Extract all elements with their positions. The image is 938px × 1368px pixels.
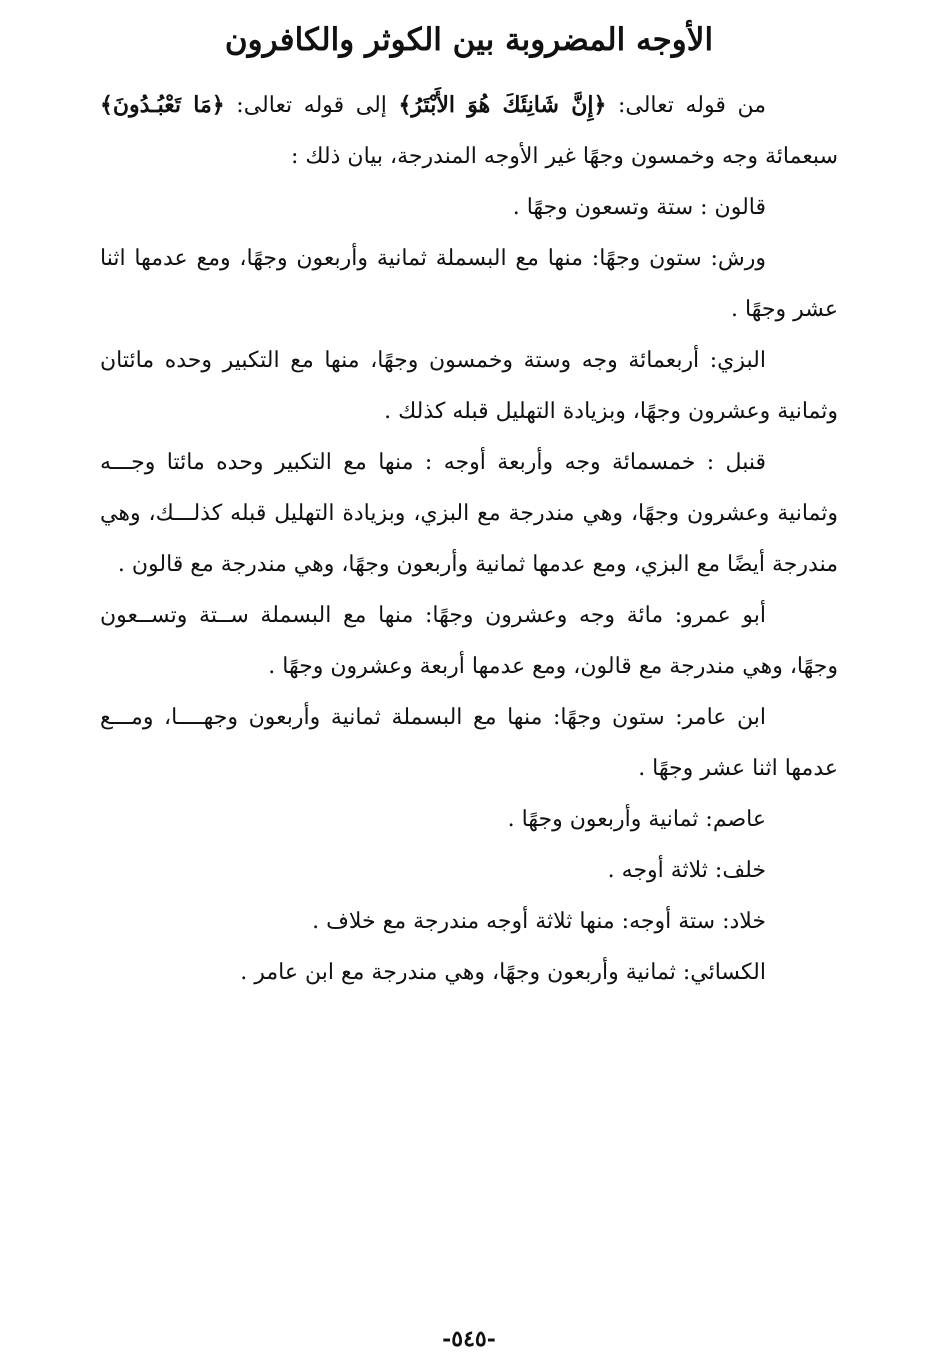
paragraph-khalaf: خلف: ثلاثة أوجه . [607,858,766,883]
paragraph-qalun: قالون : ستة وتسعون وجهًا . [512,195,766,220]
quran-verse-2: ﴿مَا تَعْبُـدُونَ﴾ [100,92,225,118]
paragraph-ibn-amir: ابن عامر: ستون وجهًا: منها مع البسملة ثمانية وأربعون وجهــــا، ومـــع عدمها اثنا عشر وجهًا . [100,705,838,781]
body-text [100,80,838,998]
paragraph-warsh: ورش: ستون وجهًا: منها مع البسملة ثمانية وأربعون وجهًا، ومع عدمها اثنا عشر وجهًا . [100,246,838,322]
quran-verse-1: ﴿إِنَّ شَانِئَكَ هُوَ الأَبْتَرُ﴾ [398,92,607,118]
paragraph-kisai: الكسائي: ثمانية وأربعون وجهًا، وهي مندرجة مع ابن عامر . [240,960,766,985]
paragraph-bazzi: البزي: أربعمائة وجه وستة وخمسون وجهًا، منها مع التكبير وحده مائتان وثمانية وعشرون وجهًا، وبزيادة التهليل قبله كذلك . [100,348,838,424]
page-title: الأوجه المضروبة بين الكوثر والكافرون [224,22,714,58]
paragraph-qunbul: قنبل : خمسمائة وجه وأربعة أوجه : منها مع التكبير وحده مائتا وجـــه وثمانية وعشرون وجهًا، وهي مندرجة مع البزي، وبزيادة التهليل قبله كذلـــك، وهي مندرجة أيضًا مع البزي، ومع عدمها ثمانية وأربعون وجهًا، وهي مندرجة مع قالون . [100,450,838,577]
page-number: -٥٤٥- [442,1326,496,1352]
intro-paragraph [100,80,838,182]
paragraph-abu-amr: أبو عمرو: مائة وجه وعشرون وجهًا: منها مع البسملة ســتة وتســعون وجهًا، وهي مندرجة مع قالون، ومع عدمها أربعة وعشرون وجهًا . [100,603,838,679]
paragraph-khallad: خلاد: ستة أوجه: منها ثلاثة أوجه مندرجة مع خلاف . [312,909,766,934]
intro-prefix: من قوله تعالى: [606,93,766,118]
paragraph-asim: عاصم: ثمانية وأربعون وجهًا . [507,807,766,832]
intro-middle: إلى قوله تعالى: [224,93,399,118]
intro-suffix: سبعمائة وجه وخمسون وجهًا غير الأوجه المندرجة، بيان ذلك : [290,144,838,169]
